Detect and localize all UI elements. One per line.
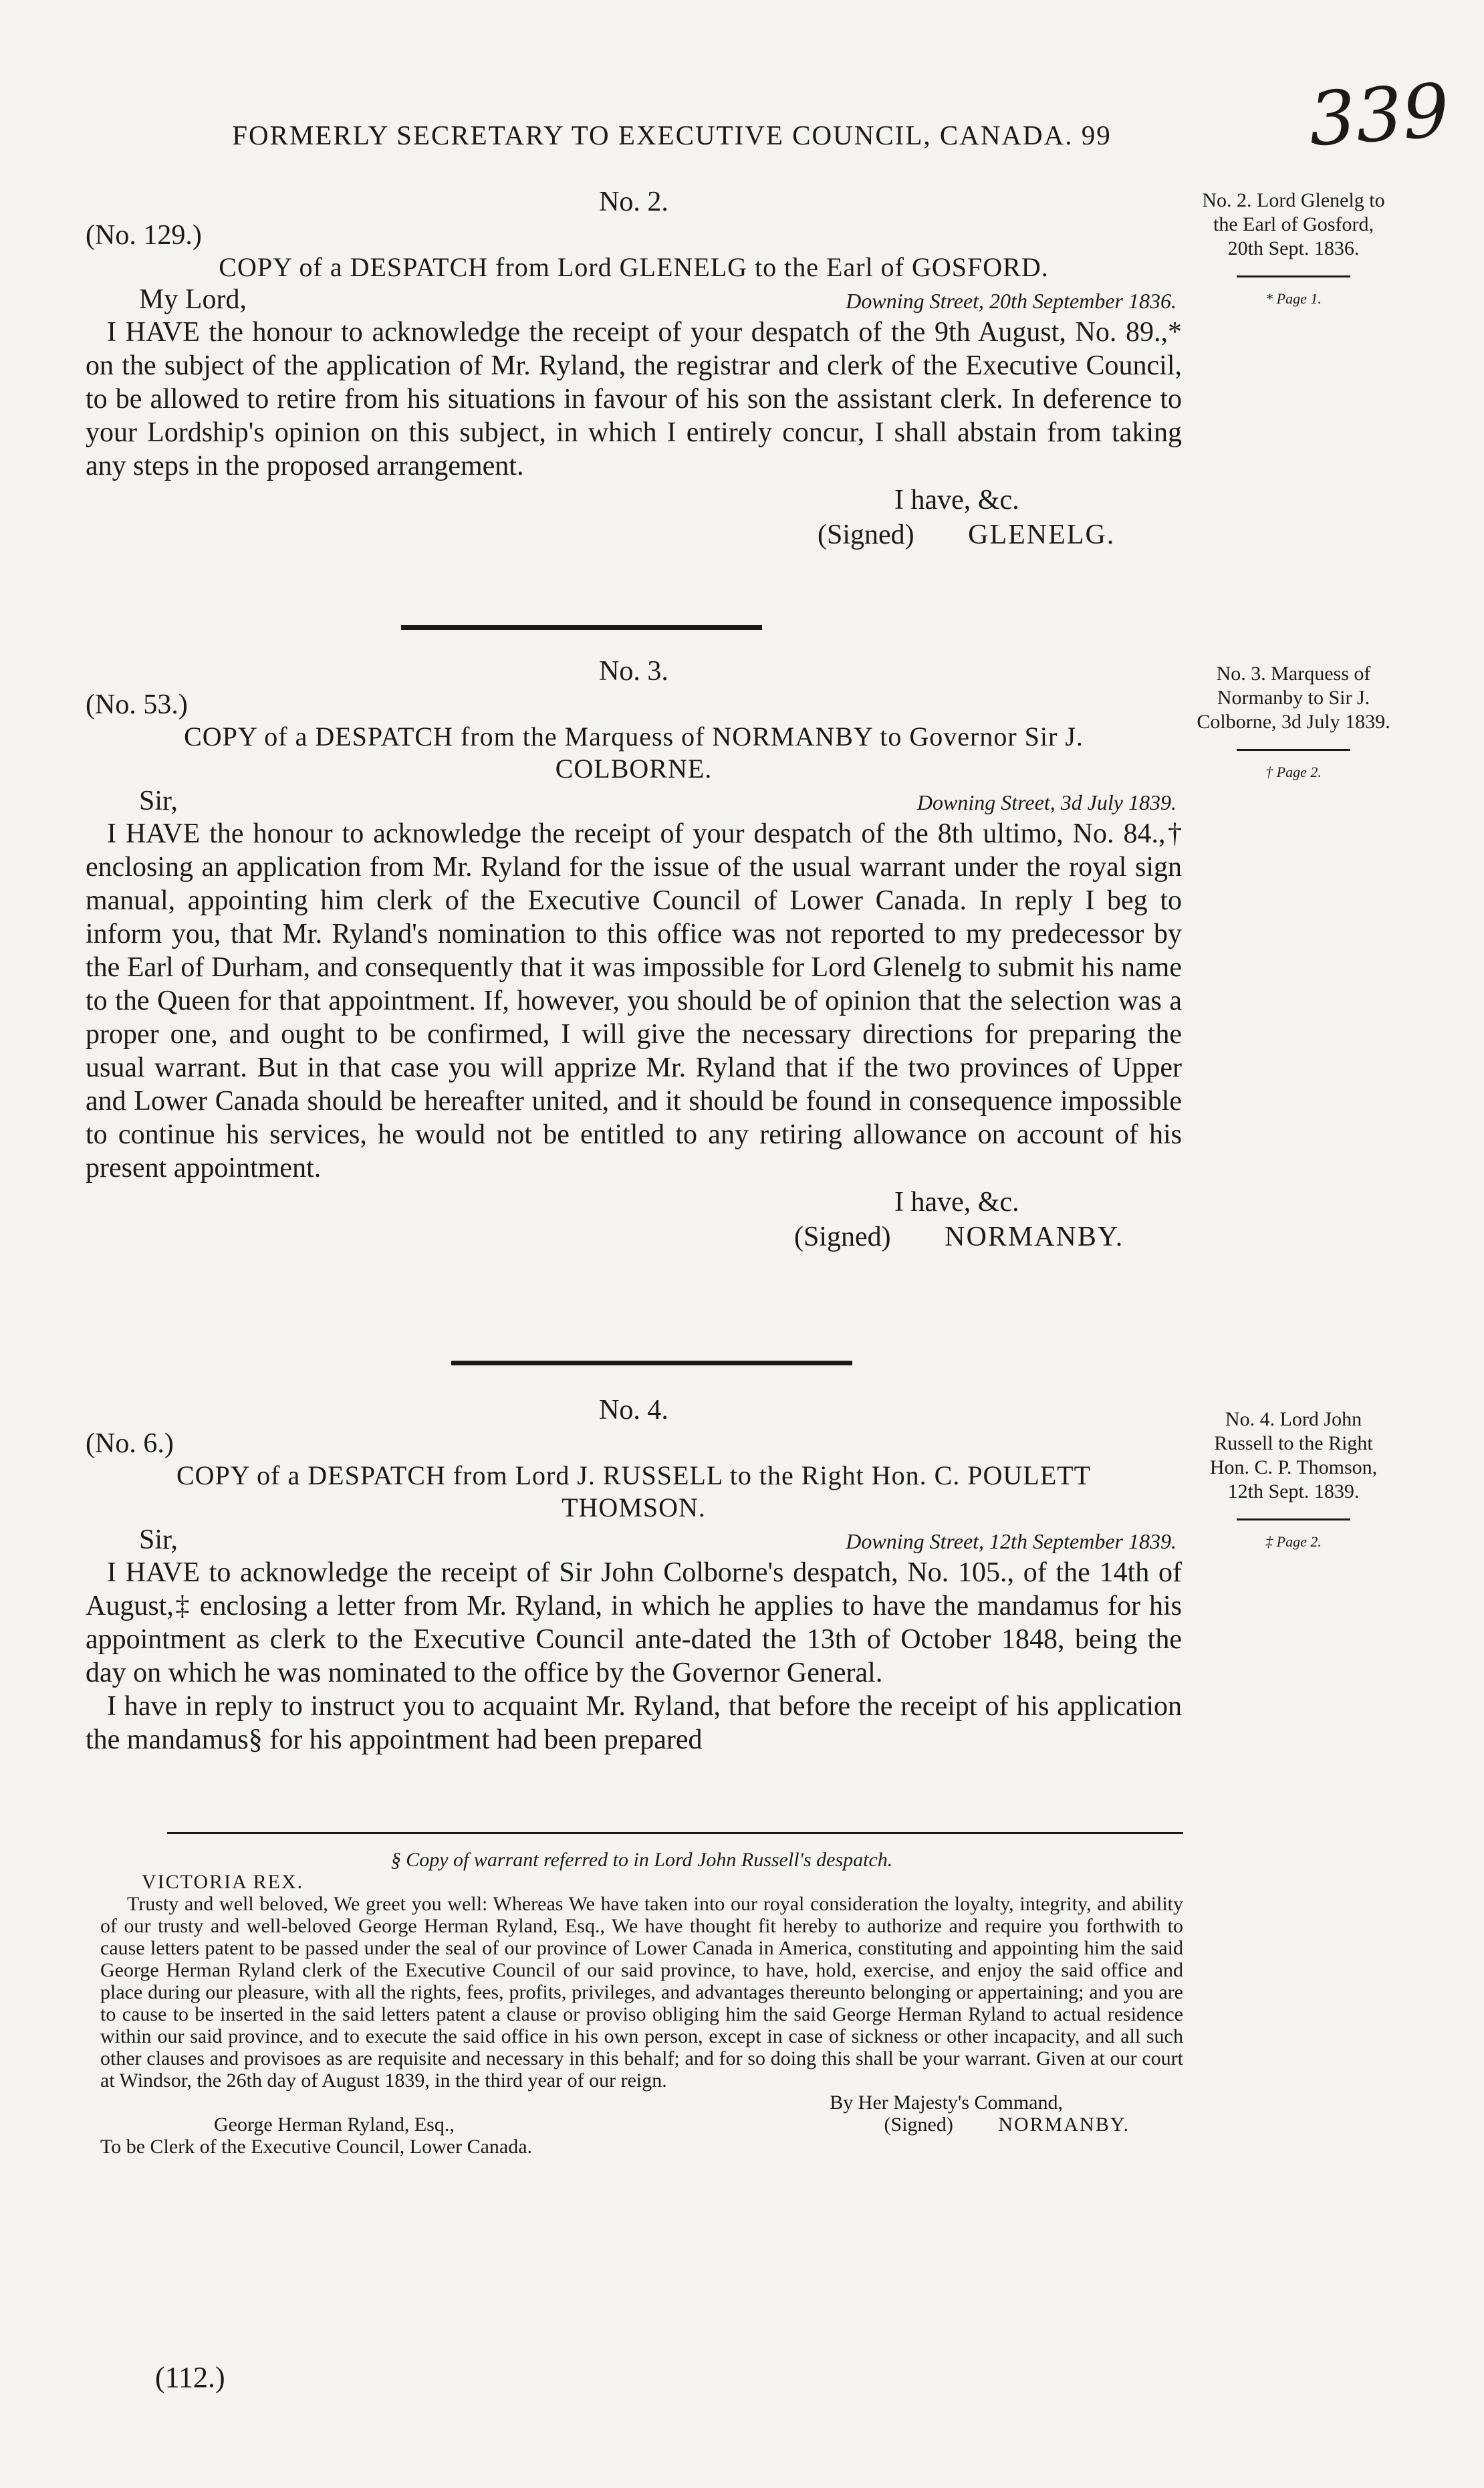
running-head: FORMERLY SECRETARY TO EXECUTIVE COUNCIL, CANADA. 99	[232, 120, 1112, 150]
margin-rule	[1237, 1518, 1350, 1520]
footnote-rule	[167, 1832, 1183, 1834]
signed-label: (Signed)	[794, 1222, 891, 1252]
footnote	[100, 1849, 1183, 2158]
place-date: Downing Street, 12th September 1839.	[846, 1529, 1177, 1553]
signature-line	[86, 1220, 1182, 1254]
signature-line	[86, 518, 1182, 552]
salutation-line	[86, 284, 1182, 316]
signature-number: (112.)	[155, 2361, 225, 2394]
section-number: No. 3.	[599, 656, 668, 687]
salutation-line	[86, 785, 1182, 817]
signer: NORMANBY.	[945, 1222, 1124, 1252]
salutation-line	[86, 1524, 1182, 1556]
despatch-ref: (No. 6.)	[86, 1428, 174, 1459]
despatch-ref: (No. 53.)	[86, 689, 188, 720]
signed-label: (Signed)	[818, 520, 914, 550]
body-paragraph: I have in reply to instruct you to acquaint Mr. Ryland, that before the receipt of his application the mandamus§ for his appointment had been prepared	[86, 1691, 1182, 1755]
margin-note-no-2	[1197, 189, 1390, 311]
section-no-3	[86, 655, 1182, 1254]
section-divider	[451, 1361, 852, 1365]
margin-note-text: No. 4. Lord John Russell to the Right Hon. C. P. Thomson, 12th Sept. 1839.	[1209, 1408, 1378, 1502]
margin-page-ref: * Page 1.	[1265, 290, 1322, 307]
margin-note-text: No. 3. Marquess of Normanby to Sir J. Colborne, 3d July 1839.	[1197, 663, 1390, 733]
signed-label: (Signed)	[884, 2114, 953, 2136]
section-divider	[401, 625, 762, 630]
closing: I have, &c.	[894, 485, 1019, 516]
victoria-rex: VICTORIA REX.	[142, 1871, 304, 1893]
margin-note-text: No. 2. Lord Glenelg to the Earl of Gosford, 20th Sept. 1836.	[1202, 189, 1385, 259]
section-no-4	[86, 1394, 1182, 1757]
margin-page-ref: † Page 2.	[1265, 764, 1322, 780]
salutation: Sir,	[139, 1524, 178, 1555]
section-title: COPY of a DESPATCH from Lord J. RUSSELL to the Right Hon. C. POULETT THOMSON.	[176, 1460, 1092, 1522]
despatch-ref: (No. 129.)	[86, 220, 202, 251]
salutation: My Lord,	[139, 284, 247, 315]
margin-rule	[1237, 749, 1350, 751]
command-line: By Her Majesty's Command,	[830, 2091, 1063, 2114]
section-number: No. 4.	[599, 1395, 668, 1426]
warrant-text: Trusty and well beloved, We greet you well: Whereas We have taken into our royal consideration the loyalty, integrity, and ability of our trusty and well-beloved George Herman Ryland, Esq., We have thought fit hereby to authorize and require you forthwith to cause letters patent to be passed under the seal of our province of Lower Canada in America, constituting and appointing him the said George Herman Ryland clerk of the Executive Council of our said province, to have, hold, exercise, and enjoy the said office and place during our pleasure, with all the rights, fees, profits, privileges, and advantages thereunto belonging or appertaining; and you are to cause to be inserted in the said letters patent a clause or proviso obliging him the said George Herman Ryland to actual residence within our said province, and to execute the said office in his own person, except in case of sickness or other incapacity, and all such other clauses and provisoes as are requisite and necessary in this behalf; and for so doing this shall be your warrant. Given at our court at Windsor, the 26th day of August 1839, in the third year of our reign.	[100, 1893, 1183, 2091]
closing: I have, &c.	[894, 1187, 1019, 1218]
section-no-2	[86, 186, 1182, 552]
signer: NORMANBY.	[998, 2114, 1130, 2136]
salutation: Sir,	[139, 786, 178, 816]
addressee-line	[100, 2114, 1183, 2136]
addressee: George Herman Ryland, Esq.,	[214, 2114, 455, 2136]
body-paragraph: I HAVE to acknowledge the receipt of Sir John Colborne's despatch, No. 105., of the 14th of August,‡ enclosing a letter from Mr. Ryland, in which he applies to have the mandamus for his appointment as clerk to the Executive Council ante-dated the 13th of October 1848, being the day on which he was nominated to the office by the Governor General.	[86, 1557, 1182, 1688]
body-paragraph: I HAVE the honour to acknowledge the receipt of your despatch of the 8th ultimo, No. 84.,† enclosing an application from Mr. Ryland for the issue of the usual warrant under the royal sign manual, appointing him clerk of the Executive Council of Lower Canada. In reply I beg to inform you, that Mr. Ryland's nomination to this office was not reported to my predecessor by the Earl of Durham, and consequently that it was impossible for Lord Glenelg to submit his name to the Queen for that appointment. If, however, you should be of opinion that the selection was a proper one, and ought to be confirmed, I will give the necessary directions for preparing the usual warrant. But in that case you will apprize Mr. Ryland that if the two provinces of Upper and Lower Canada should be hereafter united, and it should be found in consequence impossible to continue his services, he would not be entitled to any retiring allowance on account of his present appointment.	[86, 818, 1182, 1183]
appointment-line: To be Clerk of the Executive Council, Lower Canada.	[100, 2136, 533, 2158]
section-number: No. 2.	[599, 187, 668, 217]
section-title: COPY of a DESPATCH from Lord GLENELG to the Earl of GOSFORD.	[219, 252, 1049, 282]
signer: GLENELG.	[968, 520, 1116, 550]
margin-note-no-4	[1197, 1407, 1390, 1554]
handwritten-folio: 339	[1306, 67, 1453, 163]
body-paragraph: I HAVE the honour to acknowledge the receipt of your despatch of the 9th August, No. 89.,* on the subject of the application of Mr. Ryland, the registrar and clerk of the Executive Council, to be allowed to retire from his situations in favour of his son the assistant clerk. In deference to your Lordship's opinion on this subject, in which I entirely concur, I shall abstain from taking any steps in the proposed arrangement.	[86, 317, 1182, 481]
footnote-caption: § Copy of warrant referred to in Lord John Russell's despatch.	[390, 1849, 893, 1871]
margin-page-ref: ‡ Page 2.	[1265, 1533, 1322, 1550]
margin-rule	[1237, 275, 1350, 277]
section-title: COPY of a DESPATCH from the Marquess of NORMANBY to Governor Sir J. COLBORNE.	[184, 721, 1084, 784]
margin-note-no-3	[1197, 662, 1390, 784]
footnote-signature	[884, 2114, 1130, 2136]
place-date: Downing Street, 20th September 1836.	[846, 289, 1177, 313]
place-date: Downing Street, 3d July 1839.	[916, 790, 1177, 814]
